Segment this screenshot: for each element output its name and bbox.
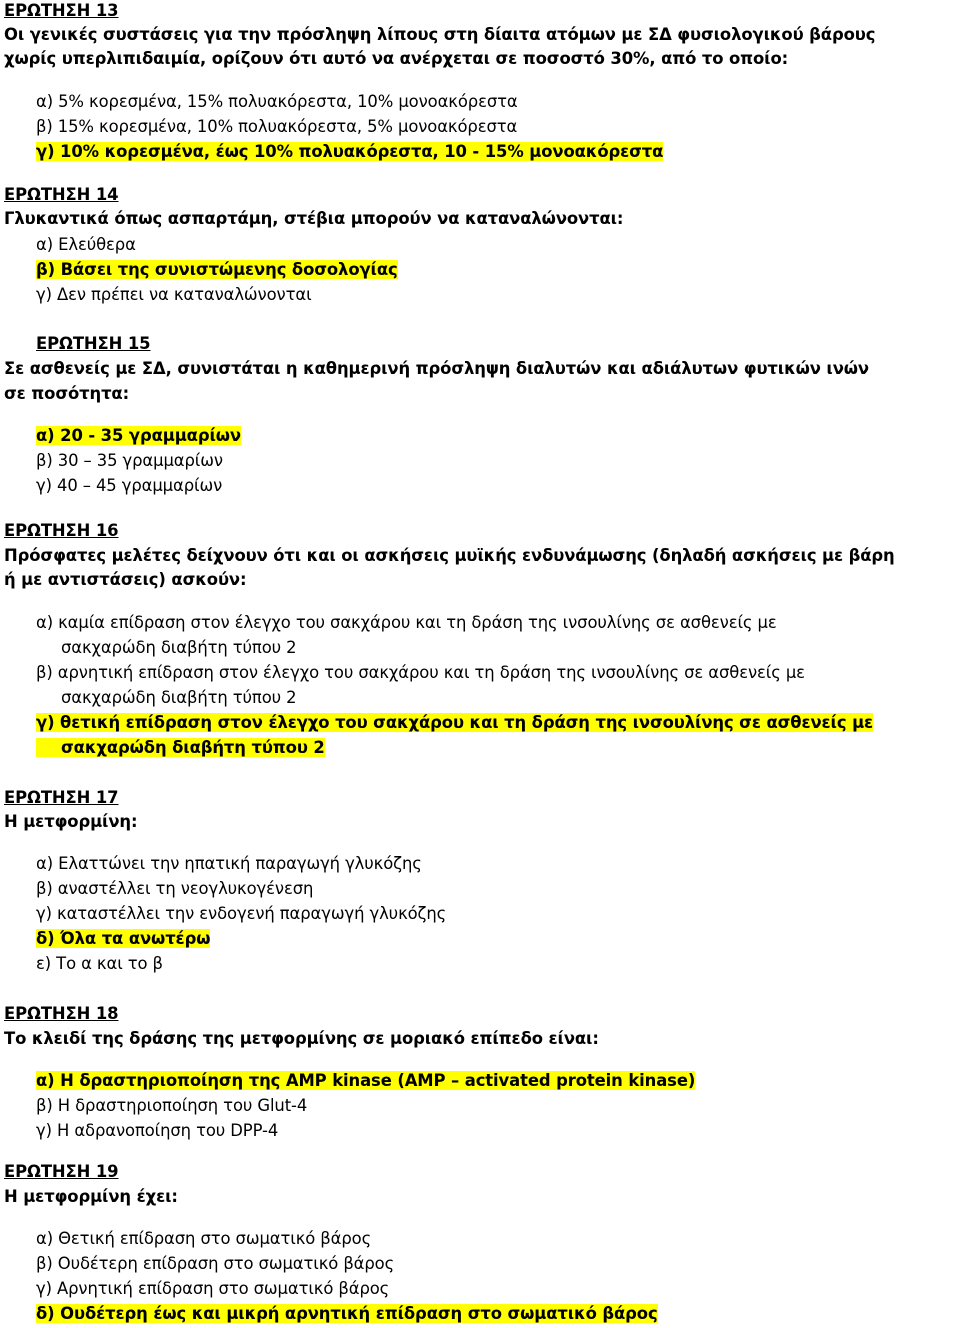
- question-15-answer-highlight: α) 20 - 35 γραμμαρίων: [36, 426, 241, 445]
- question-16-prompt-line-2: ή με αντιστάσεις) ασκούν:: [4, 570, 247, 589]
- question-18-option-a: [36, 1070, 695, 1092]
- question-16-option-b-line-2: σακχαρώδη διαβήτη τύπου 2: [61, 688, 297, 707]
- question-13-option-c: [36, 141, 663, 163]
- question-19-option-c: γ) Αρνητική επίδραση στο σωματικό βάρος: [36, 1279, 390, 1298]
- question-16-option-a-line-1: α) καμία επίδραση στον έλεγχο του σακχάρου και τη δράση της ινσουλίνης σε ασθενείς με: [36, 613, 777, 632]
- question-17-option-c: γ) καταστέλλει την ενδογενή παραγωγή γλυκόζης: [36, 904, 447, 923]
- question-16-option-b-line-1: β) αρνητική επίδραση στον έλεγχο του σακχάρου και τη δράση της ινσουλίνης σε ασθενείς με: [36, 663, 805, 682]
- question-14-answer-highlight: β) Βάσει της συνιστώμενης δοσολογίας: [36, 260, 398, 279]
- question-17-prompt: Η μετφορμίνη:: [4, 812, 138, 831]
- question-16-prompt-line-1: Πρόσφατες μελέτες δείχνουν ότι και οι ασκήσεις μυϊκής ενδυνάμωσης (δηλαδή ασκήσεις με βάρη: [4, 546, 895, 565]
- question-18-option-b: β) Η δραστηριοποίηση του Glut-4: [36, 1096, 308, 1115]
- question-19-answer-highlight: δ) Ουδέτερη έως και μικρή αρνητική επίδραση στο σωματικό βάρος: [36, 1304, 658, 1323]
- question-14-option-b: [36, 259, 398, 281]
- question-16-answer-highlight-2: σακχαρώδη διαβήτη τύπου 2: [36, 738, 325, 757]
- question-17-heading: ΕΡΩΤΗΣΗ 17: [4, 788, 119, 807]
- question-14-prompt: Γλυκαντικά όπως ασπαρτάμη, στέβια μπορούν να καταναλώνονται:: [4, 209, 624, 228]
- question-17-option-b: β) αναστέλλει τη νεογλυκογένεση: [36, 879, 314, 898]
- question-13-answer-highlight: γ) 10% κορεσμένα, έως 10% πολυακόρεστα, 10 - 15% μονοακόρεστα: [36, 142, 664, 161]
- question-16-heading: ΕΡΩΤΗΣΗ 16: [4, 521, 119, 540]
- question-13-prompt-line-1: Οι γενικές συστάσεις για την πρόσληψη λίπους στη δίαιτα ατόμων με ΣΔ φυσιολογικού βάρους: [4, 25, 876, 44]
- question-18-prompt: Το κλειδί της δράσης της μετφορμίνης σε μοριακό επίπεδο είναι:: [4, 1029, 599, 1048]
- question-15-option-c: γ) 40 – 45 γραμμαρίων: [36, 476, 223, 495]
- question-17-option-d: [36, 928, 210, 950]
- question-14-option-c: γ) Δεν πρέπει να καταναλώνονται: [36, 285, 312, 304]
- question-14-heading: ΕΡΩΤΗΣΗ 14: [4, 185, 119, 204]
- question-17-option-a: α) Ελαττώνει την ηπατική παραγωγή γλυκόζης: [36, 854, 422, 873]
- question-19-option-d: [36, 1303, 658, 1325]
- question-17-answer-highlight: δ) Όλα τα ανωτέρω: [36, 929, 211, 948]
- question-15-prompt-line-2: σε ποσότητα:: [4, 384, 130, 403]
- question-19-option-b: β) Ουδέτερη επίδραση στο σωματικό βάρος: [36, 1254, 395, 1273]
- question-16-option-a-line-2: σακχαρώδη διαβήτη τύπου 2: [61, 638, 297, 657]
- question-15-option-a: [36, 425, 241, 447]
- question-19-option-a: α) Θετική επίδραση στο σωματικό βάρος: [36, 1229, 372, 1248]
- question-14-option-a: α) Ελεύθερα: [36, 235, 136, 254]
- question-15-option-b: β) 30 – 35 γραμμαρίων: [36, 451, 223, 470]
- question-13-option-a: α) 5% κορεσμένα, 15% πολυακόρεστα, 10% μονοακόρεστα: [36, 92, 518, 111]
- question-16-option-c-line-2: [36, 737, 325, 759]
- question-19-prompt: Η μετφορμίνη έχει:: [4, 1187, 178, 1206]
- question-18-answer-highlight: α) Η δραστηριοποίηση της AMP kinase (AMP – activated protein kinase): [36, 1071, 696, 1090]
- question-16-option-c-line-1: [36, 712, 873, 734]
- question-18-option-c: γ) Η αδρανοποίηση του DPP-4: [36, 1121, 279, 1140]
- question-17-option-e: ε) Το α και το β: [36, 954, 163, 973]
- question-19-heading: ΕΡΩΤΗΣΗ 19: [4, 1162, 119, 1181]
- question-18-heading: ΕΡΩΤΗΣΗ 18: [4, 1004, 119, 1023]
- question-13-heading: ΕΡΩΤΗΣΗ 13: [4, 1, 119, 20]
- question-15-prompt-line-1: Σε ασθενείς με ΣΔ, συνιστάται η καθημερινή πρόσληψη διαλυτών και αδιάλυτων φυτικών ινών: [4, 359, 869, 378]
- question-15-heading: ΕΡΩΤΗΣΗ 15: [36, 334, 151, 353]
- question-13-prompt-line-2: χωρίς υπερλιπιδαιμία, ορίζουν ότι αυτό να ανέρχεται σε ποσοστό 30%, από το οποίο:: [4, 49, 789, 68]
- question-16-answer-highlight-1: γ) θετική επίδραση στον έλεγχο του σακχάρου και τη δράση της ινσουλίνης σε ασθενείς με: [36, 713, 874, 732]
- question-13-option-b: β) 15% κορεσμένα, 10% πολυακόρεστα, 5% μονοακόρεστα: [36, 117, 518, 136]
